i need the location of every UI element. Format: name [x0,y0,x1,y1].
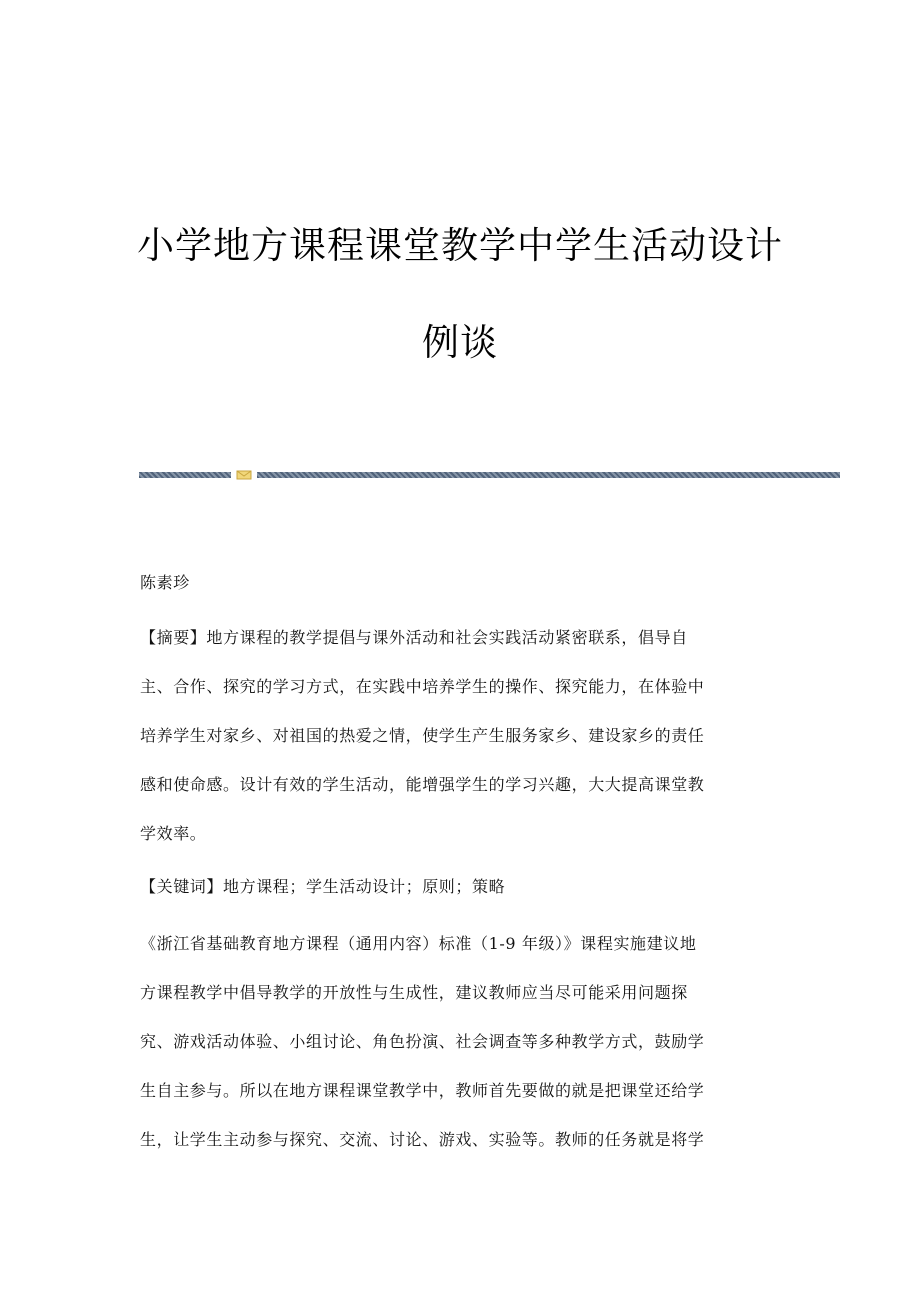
body-line: 究、游戏活动体验、小组讨论、角色扮演、社会调查等多种教学方式，鼓励学 [140,1032,705,1051]
body-line: 方课程教学中倡导教学的开放性与生成性，建议教师应当尽可能采用问题探 [140,983,688,1002]
abstract-line: 【摘要】地方课程的教学提倡与课外活动和社会实践活动紧密联系，倡导自 [140,628,688,647]
body-line: 生自主参与。所以在地方课程课堂教学中，教师首先要做的就是把课堂还给学 [140,1081,705,1100]
abstract-line: 主、合作、探究的学习方式，在实践中培养学生的操作、探究能力，在体验中 [140,677,705,696]
page-title-line-2: 例谈 [422,321,498,364]
body-line: 《浙江省基础教育地方课程（通用内容）标准（1-9 年级）》课程实施建议地 [140,934,697,953]
author-name: 陈素珍 [140,573,190,592]
divider-bar-right [257,472,840,478]
body-line: 生，让学生主动参与探究、交流、讨论、游戏、实验等。教师的任务就是将学 [140,1130,705,1149]
envelope-ornament-icon [236,470,252,480]
divider-bar-left [139,472,231,478]
abstract-line: 感和使命感。设计有效的学生活动，能增强学生的学习兴趣，大大提高课堂教 [140,775,705,794]
page-title-line-1: 小学地方课程课堂教学中学生活动设计 [137,224,783,267]
keywords-line: 【关键词】地方课程；学生活动设计；原则；策略 [140,877,506,896]
abstract-line: 学效率。 [140,824,207,843]
title-divider [139,470,840,480]
abstract-line: 培养学生对家乡、对祖国的热爱之情，使学生产生服务家乡、建设家乡的责任 [140,726,705,745]
